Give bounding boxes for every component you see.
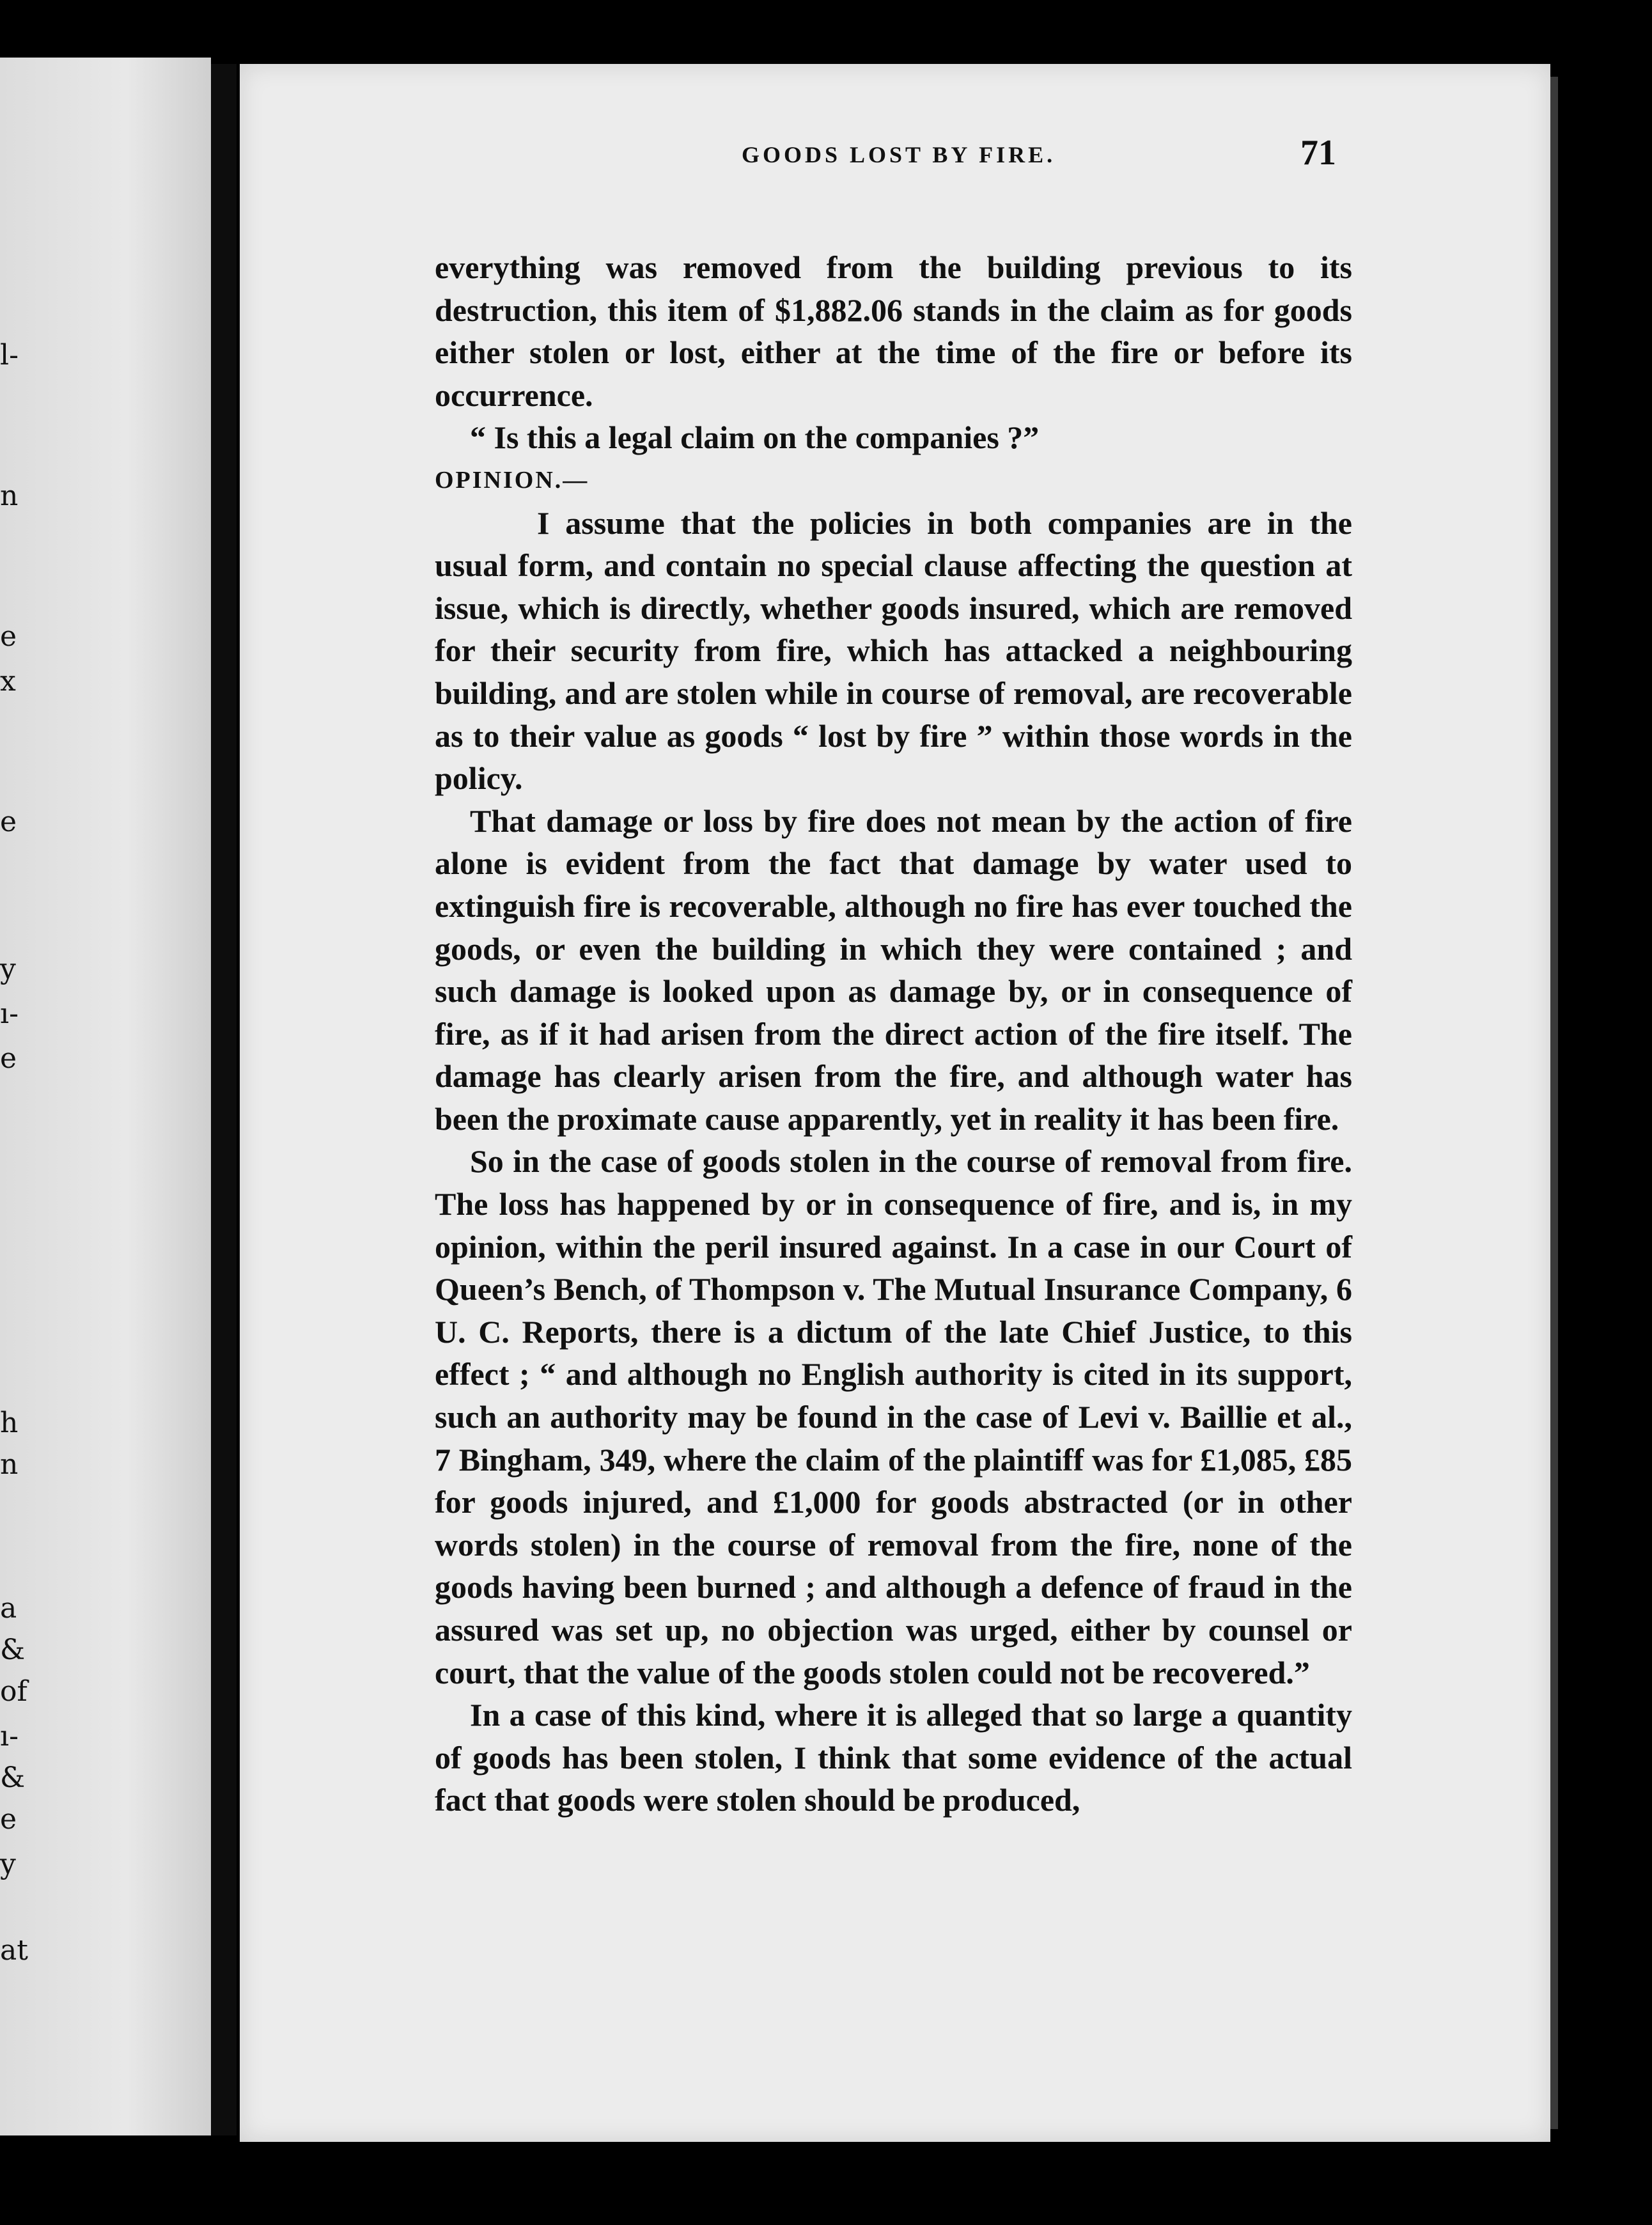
- left-page-fragment: &: [0, 1761, 26, 1794]
- paragraph-case-law: So in the case of goods stolen in the course of removal from fire. The loss has happened by or in consequence of fire, and is, in my opinion, within the peril insured against. In a case in our Court of Queen’s Bench, of Thompson v. The Mutual Insurance Company, 6 U. C. Reports, there is a dictum of the late Chief Justice, to this effect ; “ and although no English authority is cited in its support, such an authority may be found in the case of Levi v. Baillie et al., 7 Bingham, 349, where the claim of the plaintiff was for £1,085, £85 for goods injured, and £1,000 for goods abstracted (or in other words stolen) in the course of removal from the fire, none of the goods having been burned ; and although a defence of fraud in the assured was set up, no objection was urged, either by counsel or court, that the value of the goods stolen could not be recovered.”: [435, 1143, 1352, 1690]
- page-edge-shadow: [1550, 77, 1558, 2129]
- page-number: 71: [1300, 133, 1336, 173]
- left-page-fragment: e: [0, 620, 17, 653]
- left-page-fragment: y: [0, 1848, 16, 1880]
- left-page-fragment: e: [0, 1042, 17, 1075]
- quoted-question: “ Is this a legal claim on the companies ?”: [470, 419, 1040, 456]
- page-body-text: [435, 246, 1352, 1822]
- left-page-fragment: n: [0, 1448, 19, 1481]
- opinion-heading: OPINION.—: [435, 466, 589, 494]
- previous-page-edge: [0, 58, 211, 2135]
- left-page-fragment: e: [0, 806, 17, 838]
- left-page-fragment: n: [0, 480, 19, 512]
- left-page-fragment: y: [0, 953, 16, 985]
- left-page-fragment: at: [0, 1934, 28, 1967]
- paragraph-opinion: I assume that the policies in both companies are in the usual form, and contain no special clause affecting the question at issue, which is directly, whether goods insured, which are removed for their security from fire, which has attacked a neighbouring building, and are stolen while in course of removal, are recoverable as to their value as goods “ lost by fire ” within those words in the policy.: [435, 504, 1352, 797]
- left-page-fragment: l-: [0, 339, 19, 371]
- left-page-fragment: &: [0, 1634, 26, 1666]
- left-page-fragment: e: [0, 1803, 17, 1836]
- left-page-fragment: h: [0, 1407, 19, 1439]
- paragraph-continuation: everything was removed from the building previous to its destruction, this item of $1,882.06 stands in the claim as for goods either stolen or lost, either at the time of the fire or before its occurrence.: [435, 249, 1352, 413]
- left-page-fragment: ı-: [0, 997, 19, 1030]
- left-page-fragment: ı-: [0, 1720, 19, 1753]
- paragraph-damage: That damage or loss by fire does not mean by the action of fire alone is evident from the fact that damage by water used to extinguish fire is recoverable, although no fire has ever touched the goods, or even the building in which they were contained ; and such damage is looked upon as damage by, or in consequence of fire, as if it had arisen from the direct action of the fire itself. The damage has clearly arisen from the fire, and although water has been the proximate cause apparently, yet in reality it has been fire.: [435, 802, 1352, 1137]
- book-gutter: [211, 64, 237, 2135]
- paragraph-evidence: In a case of this kind, where it is alleged that so large a quantity of goods has been stolen, I think that some evidence of the actual fact that goods were stolen should be produced,: [435, 1697, 1352, 1818]
- running-title: GOODS LOST BY FIRE.: [742, 142, 1056, 168]
- left-page-fragment: x: [0, 665, 16, 698]
- left-page-fragment: of: [0, 1675, 27, 1708]
- running-head: [588, 133, 1355, 176]
- left-page-fragment: a: [0, 1592, 17, 1625]
